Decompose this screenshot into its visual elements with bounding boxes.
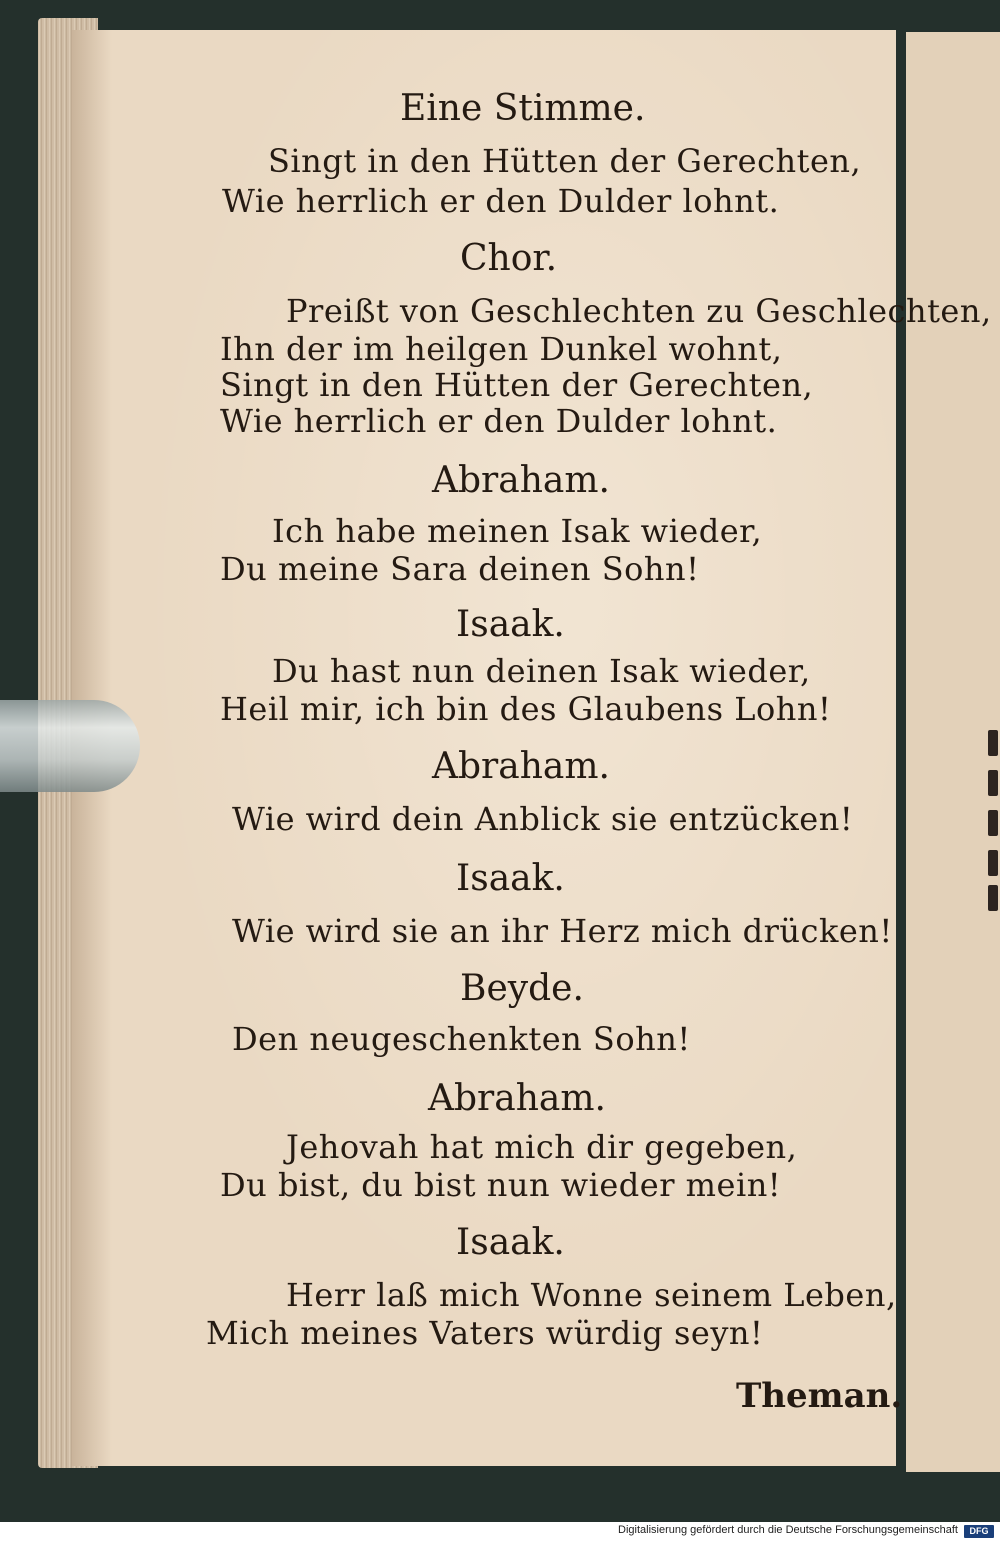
verse-line: Herr laß mich Wonne seinem Leben,	[286, 1276, 897, 1314]
verse-line: Wie herrlich er den Dulder lohnt.	[220, 402, 778, 440]
speaker-heading: Chor.	[460, 238, 558, 279]
verse-line: Mich meines Vaters würdig seyn!	[206, 1314, 764, 1352]
verse-line: Ich habe meinen Isak wieder,	[272, 512, 763, 550]
verse-line: Singt in den Hütten der Gerechten,	[268, 142, 862, 180]
dfg-logo-icon: DFG	[964, 1525, 994, 1538]
speaker-heading: Eine Stimme.	[400, 88, 646, 129]
speaker-heading: Isaak.	[456, 604, 565, 645]
speaker-heading: Abraham.	[428, 1078, 606, 1119]
speaker-heading: Beyde.	[460, 968, 584, 1009]
verse-line: Ihn der im heilgen Dunkel wohnt,	[220, 330, 783, 368]
verse-line: Heil mir, ich bin des Glaubens Lohn!	[220, 690, 832, 728]
verse-line: Du hast nun deinen Isak wieder,	[272, 652, 811, 690]
verse-line: Wie wird sie an ihr Herz mich drücken!	[232, 912, 893, 950]
verse-line: Jehovah hat mich dir gegeben,	[286, 1128, 798, 1166]
verse-line: Wie herrlich er den Dulder lohnt.	[222, 182, 780, 220]
verse-line: Du meine Sara deinen Sohn!	[220, 550, 700, 588]
verse-line: Du bist, du bist nun wieder mein!	[220, 1166, 782, 1204]
speaker-heading: Isaak.	[456, 858, 565, 899]
verse-line: Preißt von Geschlechten zu Geschlechten,	[286, 292, 992, 330]
verse-line: Wie wird dein Anblick sie entzücken!	[232, 800, 854, 838]
funding-credit: Digitalisierung gefördert durch die Deutsche Forschungsgemeinschaft	[618, 1524, 958, 1536]
speaker-heading: Abraham.	[432, 460, 610, 501]
speaker-heading: Abraham.	[432, 746, 610, 787]
verse-line: Den neugeschenkten Sohn!	[232, 1020, 691, 1058]
footer-bar	[0, 1522, 1000, 1541]
speaker-heading: Isaak.	[456, 1222, 565, 1263]
catchword: Theman.	[736, 1376, 903, 1416]
verse-line: Singt in den Hütten der Gerechten,	[220, 366, 814, 404]
